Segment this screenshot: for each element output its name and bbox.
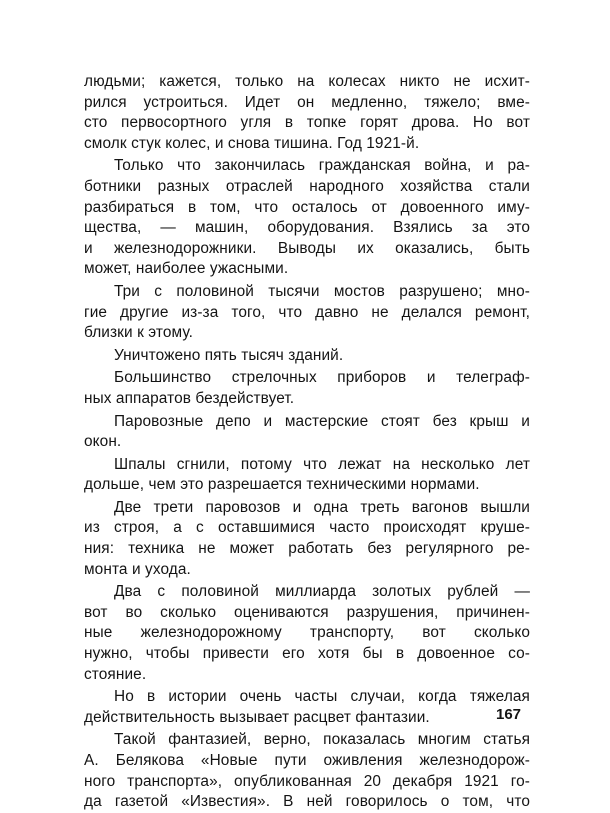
text-line: может, наиболее ужасными. bbox=[84, 260, 289, 278]
text-line: Три с половиной тысячи мостов разрушено; мно- bbox=[114, 282, 530, 300]
paragraph bbox=[84, 730, 530, 812]
text-line: разбираться в том, что осталось от довоенного иму- bbox=[84, 198, 530, 216]
text-line: Большинство стрелочных приборов и телеграф- bbox=[114, 369, 530, 387]
text-line: Но в истории очень часты случаи, когда тяжелая bbox=[114, 688, 530, 706]
text-line: щества, — машин, оборудования. Взялись за это bbox=[84, 219, 530, 237]
text-line: Только что закончилась гражданская война, и ра- bbox=[114, 157, 530, 175]
text-line: ботники разных отраслей народного хозяйства стали bbox=[84, 177, 530, 195]
paragraph bbox=[84, 282, 530, 344]
text-line: гие другие из-за того, что давно не делался ремонт, bbox=[84, 303, 530, 321]
text-line: Два с половиной миллиарда золотых рублей — bbox=[114, 583, 530, 601]
text-line: стояние. bbox=[84, 665, 147, 683]
text-line: Уничтожено пять тысяч зданий. bbox=[114, 346, 344, 364]
text-line: окон. bbox=[84, 433, 122, 451]
text-line: и железнодорожники. Выводы их оказались, быть bbox=[84, 239, 530, 257]
text-line: да газетой «Известия». В ней говорилось о том, что bbox=[84, 793, 530, 811]
paragraph bbox=[84, 455, 530, 496]
page-text bbox=[84, 72, 530, 813]
text-line: сто первосортного угля в топке горят дрова. Но вот bbox=[84, 114, 530, 132]
text-line: из строя, а с оставшимися часто происходят круше- bbox=[84, 519, 530, 537]
text-line: монта и ухода. bbox=[84, 560, 191, 578]
text-line: близки к этому. bbox=[84, 324, 194, 342]
text-line: ные железнодорожному транспорту, вот сколько bbox=[84, 624, 530, 642]
page-number: 167 bbox=[496, 706, 522, 723]
text-line: нужно, чтобы привести его хотя бы в довоенное со- bbox=[84, 645, 530, 663]
text-line: ных аппаратов бездействует. bbox=[84, 389, 295, 407]
paragraph bbox=[84, 687, 530, 728]
text-line: вот во сколько оцениваются разрушения, причинен- bbox=[84, 603, 530, 621]
paragraph bbox=[84, 156, 530, 280]
paragraph bbox=[84, 582, 530, 685]
text-line: дольше, чем это разрешается техническими нормами. bbox=[84, 476, 480, 494]
text-line: ного транспорта», опубликованная 20 декабря 1921 го- bbox=[84, 772, 530, 790]
text-line: Такой фантазией, верно, показалась многим статья bbox=[114, 731, 530, 749]
text-line: Шпалы сгнили, потому что лежат на несколько лет bbox=[114, 455, 530, 473]
text-line: А. Белякова «Новые пути оживления железнодорож- bbox=[84, 752, 530, 769]
paragraph bbox=[84, 368, 530, 409]
paragraph bbox=[84, 72, 530, 154]
text-line: смолк стук колес, и снова тишина. Год 1921-й. bbox=[84, 134, 420, 152]
paragraph bbox=[84, 346, 530, 367]
text-line: ния: техника не может работать без регулярного ре- bbox=[84, 540, 530, 558]
text-line: Две трети паровозов и одна треть вагонов вышли bbox=[114, 498, 530, 516]
text-line: рился устроиться. Идет он медленно, тяжело; вме- bbox=[84, 93, 530, 111]
paragraph bbox=[84, 412, 530, 453]
text-line: Паровозные депо и мастерские стоят без крыш и bbox=[114, 412, 530, 430]
text-line: людьми; кажется, только на колесах никто не исхит- bbox=[84, 73, 530, 90]
paragraph bbox=[84, 498, 530, 580]
text-line: действительность вызывает расцвет фантазии. bbox=[84, 708, 430, 726]
